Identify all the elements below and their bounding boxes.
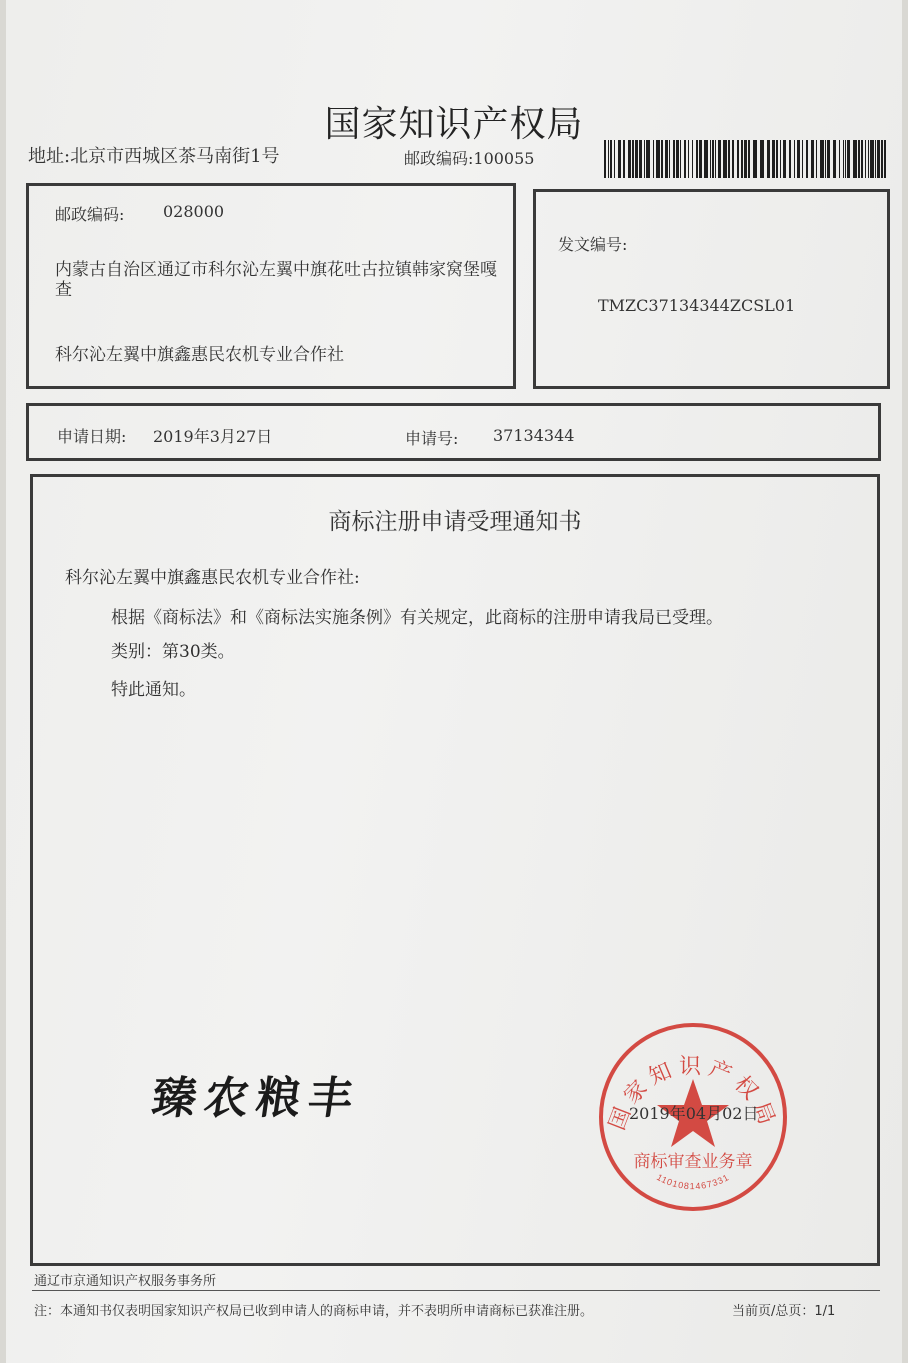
notice-title: 商标注册申请受理通知书 xyxy=(328,509,582,535)
issuer-title: 国家知识产权局 xyxy=(324,104,584,145)
recipient-address: 内蒙古自治区通辽市科尔沁左翼中旗花吐古拉镇韩家窝堡嘎查 xyxy=(55,260,497,300)
notice-box xyxy=(30,474,880,1266)
recipient-postal-value: 028000 xyxy=(163,202,225,221)
svg-text:商标审查业务章: 商标审查业务章 xyxy=(633,1152,753,1171)
footer-divider xyxy=(32,1290,880,1291)
document-number-value: TMZC37134344ZCSL01 xyxy=(598,296,796,315)
application-number-value: 37134344 xyxy=(493,426,575,445)
application-info-box xyxy=(26,403,881,461)
barcode-image xyxy=(604,140,889,178)
application-date-label: 申请日期: xyxy=(57,427,127,446)
svg-text:国家知识产权局: 国家知识产权局 xyxy=(603,1053,783,1134)
seal-date: 2019年04月02日 xyxy=(629,1104,759,1123)
issuer-postal-code: 邮政编码:100055 xyxy=(404,149,535,168)
trademark-wordmark: 臻农粮丰 xyxy=(148,1073,364,1124)
footer-note: 注：本通知书仅表明国家知识产权局已收到申请人的商标申请，并不表明所申请商标已获准注册。 xyxy=(34,1304,594,1319)
recipient-name: 科尔沁左翼中旗鑫惠民农机专业合作社 xyxy=(55,345,344,365)
agent-office: 通辽市京通知识产权服务事务所 xyxy=(34,1274,217,1289)
recipient-box xyxy=(26,183,516,389)
recipient-postal-label: 邮政编码: xyxy=(55,205,125,224)
notice-closing: 特此通知。 xyxy=(111,680,196,700)
notice-body: 根据《商标法》和《商标法实施条例》有关规定，此商标的注册申请我局已受理。 xyxy=(111,608,723,628)
application-number-label: 申请号: xyxy=(405,429,459,448)
page-indicator: 当前页/总页：1/1 xyxy=(732,1304,836,1319)
document-page xyxy=(6,0,902,1363)
application-date-value: 2019年3月27日 xyxy=(153,427,273,446)
document-number-label: 发文编号: xyxy=(558,235,628,254)
notice-category: 类别：第30类。 xyxy=(111,642,235,662)
svg-text:1101081467331: 1101081467331 xyxy=(655,1172,731,1192)
document-number-box xyxy=(533,189,890,389)
notice-salutation: 科尔沁左翼中旗鑫惠民农机专业合作社: xyxy=(65,568,360,588)
issuer-address: 地址:北京市西城区茶马南街1号 xyxy=(28,146,280,167)
